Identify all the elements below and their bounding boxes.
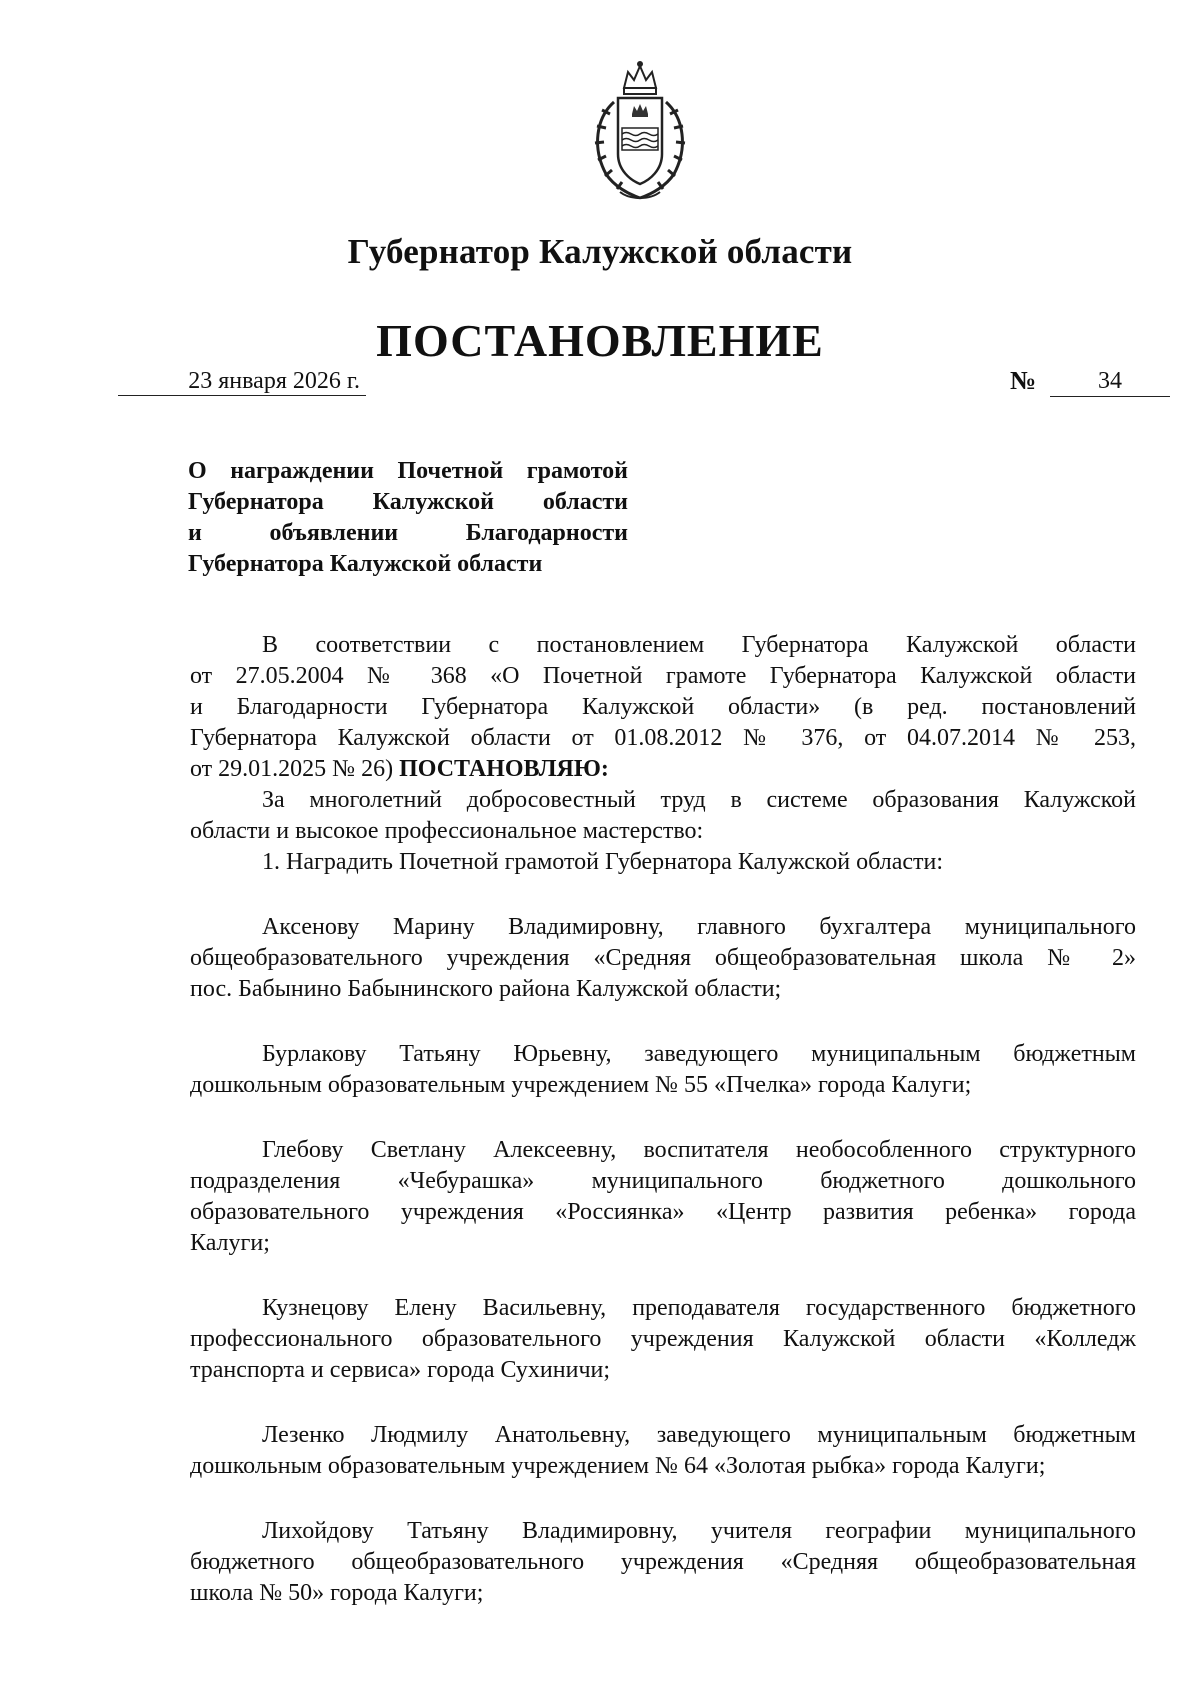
- awardee-line: подразделения «Чебурашка» муниципального бюджетного дошкольного: [190, 1168, 1136, 1194]
- document-number-label: №: [1010, 366, 1037, 395]
- awardee-line: бюджетного общеобразовательного учреждения «Средняя общеобразовательная: [190, 1549, 1136, 1575]
- awardee-line: транспорта и сервиса» города Сухиничи;: [190, 1357, 611, 1383]
- spacer: [190, 1482, 1136, 1516]
- awardee-line: школа № 50» города Калуги;: [190, 1580, 484, 1606]
- subject-line: Губернатора Калужской области: [188, 489, 628, 515]
- spacer: [190, 878, 1136, 912]
- preamble-line: от 27.05.2004 № 368 «О Почетной грамоте Губернатора Калужской области: [190, 663, 1136, 689]
- reason-line: За многолетний добросовестный труд в системе образования Калужской: [262, 787, 1136, 813]
- awardee-line: образовательного учреждения «Россиянка» «Центр развития ребенка» города: [190, 1199, 1136, 1225]
- awardee-entry: [190, 1135, 1136, 1259]
- document-subject: [188, 456, 628, 580]
- awardee-entry: [190, 1420, 1136, 1482]
- awardee-line: Лезенко Людмилу Анатольевну, заведующего муниципальным бюджетным: [262, 1422, 1136, 1448]
- subject-line: Губернатора Калужской области: [188, 551, 543, 577]
- spacer: [190, 1386, 1136, 1420]
- spacer: [190, 1101, 1136, 1135]
- reason-line: области и высокое профессиональное мастерство:: [190, 818, 704, 844]
- awardee-entry: [190, 912, 1136, 1005]
- document-type-title: ПОСТАНОВЛЕНИЕ: [376, 315, 824, 366]
- awardee-line: пос. Бабынино Бабынинского района Калужской области;: [190, 976, 782, 1002]
- preamble-line: и Благодарности Губернатора Калужской области» (в ред. постановлений: [190, 694, 1136, 720]
- preamble-paragraph: [190, 630, 1136, 785]
- decree-word: ПОСТАНОВЛЯЮ:: [399, 756, 609, 782]
- awardee-entry: [190, 1293, 1136, 1386]
- preamble-line: В соответствии с постановлением Губернатора Калужской области: [262, 632, 1136, 658]
- awardee-line: Лихойдову Татьяну Владимировну, учителя географии муниципального: [262, 1518, 1136, 1544]
- document-body: [190, 630, 1136, 1609]
- kaluga-oblast-coat-of-arms-icon: [584, 58, 696, 206]
- awardee-entry: [190, 1516, 1136, 1609]
- spacer: [190, 1259, 1136, 1293]
- document-date: 23 января 2026 г.: [118, 366, 366, 396]
- subject-line: и объявлении Благодарности: [188, 520, 628, 546]
- awardee-line: Кузнецову Елену Васильевну, преподавателя государственного бюджетного: [262, 1295, 1136, 1321]
- awardee-line: Глебову Светлану Алексеевну, воспитателя необособленного структурного: [262, 1137, 1136, 1163]
- preamble-last-text: от 29.01.2025 № 26): [190, 756, 400, 782]
- awardee-line: дошкольным образовательным учреждением № 64 «Золотая рыбка» города Калуги;: [190, 1453, 1046, 1479]
- awardee-line: Аксенову Марину Владимировну, главного бухгалтера муниципального: [262, 914, 1136, 940]
- awardee-line: общеобразовательного учреждения «Средняя общеобразовательная школа № 2»: [190, 945, 1136, 971]
- item-1-heading: 1. Наградить Почетной грамотой Губернатора Калужской области:: [262, 849, 944, 875]
- awardee-line: профессионального образовательного учреждения Калужской области «Колледж: [190, 1326, 1136, 1352]
- subject-line: О награждении Почетной грамотой: [188, 458, 628, 484]
- issuing-authority: Губернатор Калужской области: [347, 232, 853, 271]
- preamble-line: [190, 754, 1136, 785]
- awardee-line: Бурлакову Татьяну Юрьевну, заведующего муниципальным бюджетным: [262, 1041, 1136, 1067]
- awardee-line: Калуги;: [190, 1230, 270, 1256]
- awardee-entry: [190, 1039, 1136, 1101]
- reason-paragraph: [190, 785, 1136, 847]
- awardee-line: дошкольным образовательным учреждением № 55 «Пчелка» города Калуги;: [190, 1072, 972, 1098]
- preamble-line: Губернатора Калужской области от 01.08.2012 № 376, от 04.07.2014 № 253,: [190, 725, 1136, 751]
- spacer: [190, 1005, 1136, 1039]
- document-number: 34: [1050, 366, 1170, 397]
